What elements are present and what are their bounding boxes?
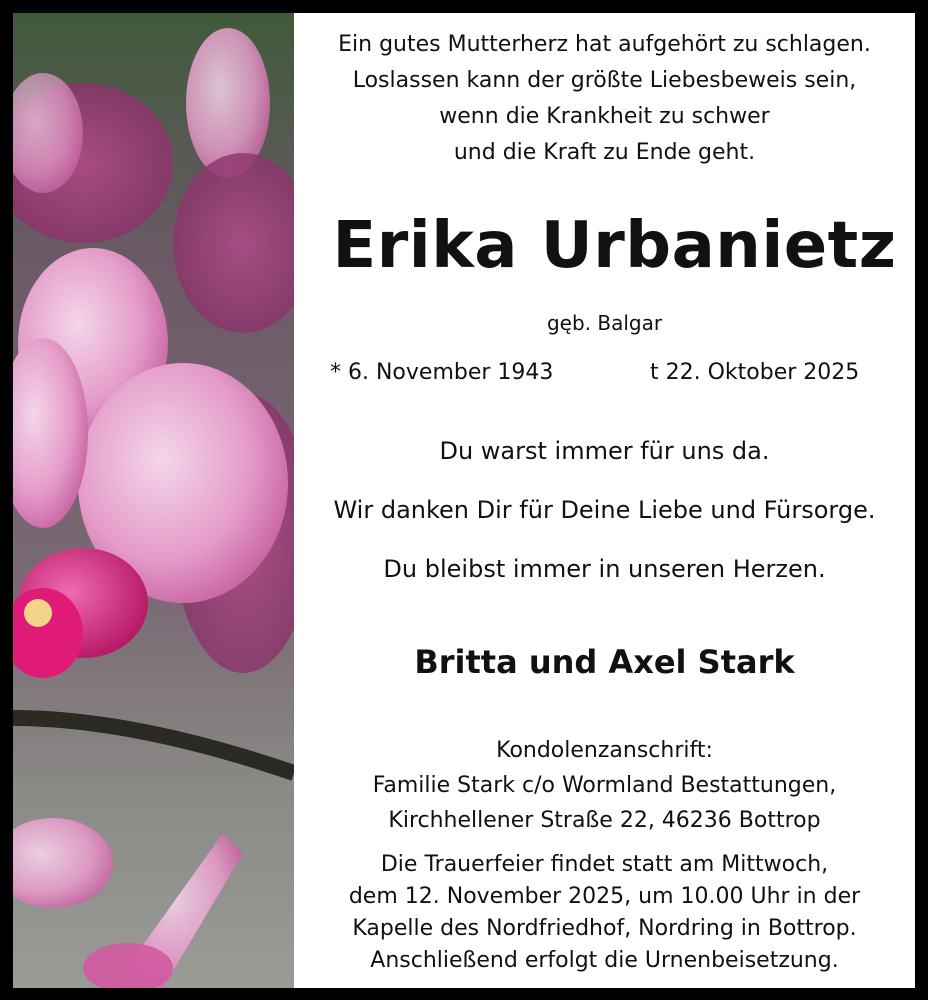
family-names: Britta und Axel Stark — [414, 643, 795, 681]
poem — [294, 27, 915, 171]
condolence-line: Kondolenzanschrift: — [496, 738, 713, 763]
birth-date: * 6. November 1943 — [330, 360, 554, 385]
orchid-image — [13, 13, 294, 988]
ceremony-line: Die Trauerfeier findet statt am Mittwoch, — [380, 852, 829, 877]
poem-line: wenn die Krankheit zu schwer — [439, 104, 770, 129]
ceremony-line: dem 12. November 2025, um 10.00 Uhr in der — [348, 884, 861, 909]
death-date: t 22. Oktober 2025 — [650, 360, 860, 385]
orchid-photo — [13, 13, 294, 988]
poem-line: Ein gutes Mutterherz hat aufgehört zu schlagen. — [338, 32, 871, 57]
deceased-name: Erika Urbanietz — [332, 209, 897, 283]
message-line: Du warst immer für uns da. — [439, 437, 770, 465]
condolence-line: Kirchhellener Straße 22, 46236 Bottrop — [388, 808, 821, 833]
condolence-address — [294, 733, 915, 838]
message-line: Wir danken Dir für Deine Liebe und Fürsorge. — [333, 496, 876, 524]
ceremony-line: Anschließend erfolgt die Urnenbeisetzung. — [370, 948, 839, 973]
message-line: Du bleibst immer in unseren Herzen. — [383, 555, 826, 583]
obituary-text — [294, 13, 915, 988]
ceremony-info — [294, 849, 915, 977]
poem-line: und die Kraft zu Ende geht. — [453, 140, 756, 165]
ceremony-line: Kapelle des Nordfriedhof, Nordring in Bottrop. — [352, 916, 857, 941]
birth-name: gęb. Balgar — [546, 311, 663, 335]
poem-line: Loslassen kann der größte Liebesbeweis sein, — [352, 68, 857, 93]
condolence-line: Familie Stark c/o Wormland Bestattungen, — [372, 773, 837, 798]
